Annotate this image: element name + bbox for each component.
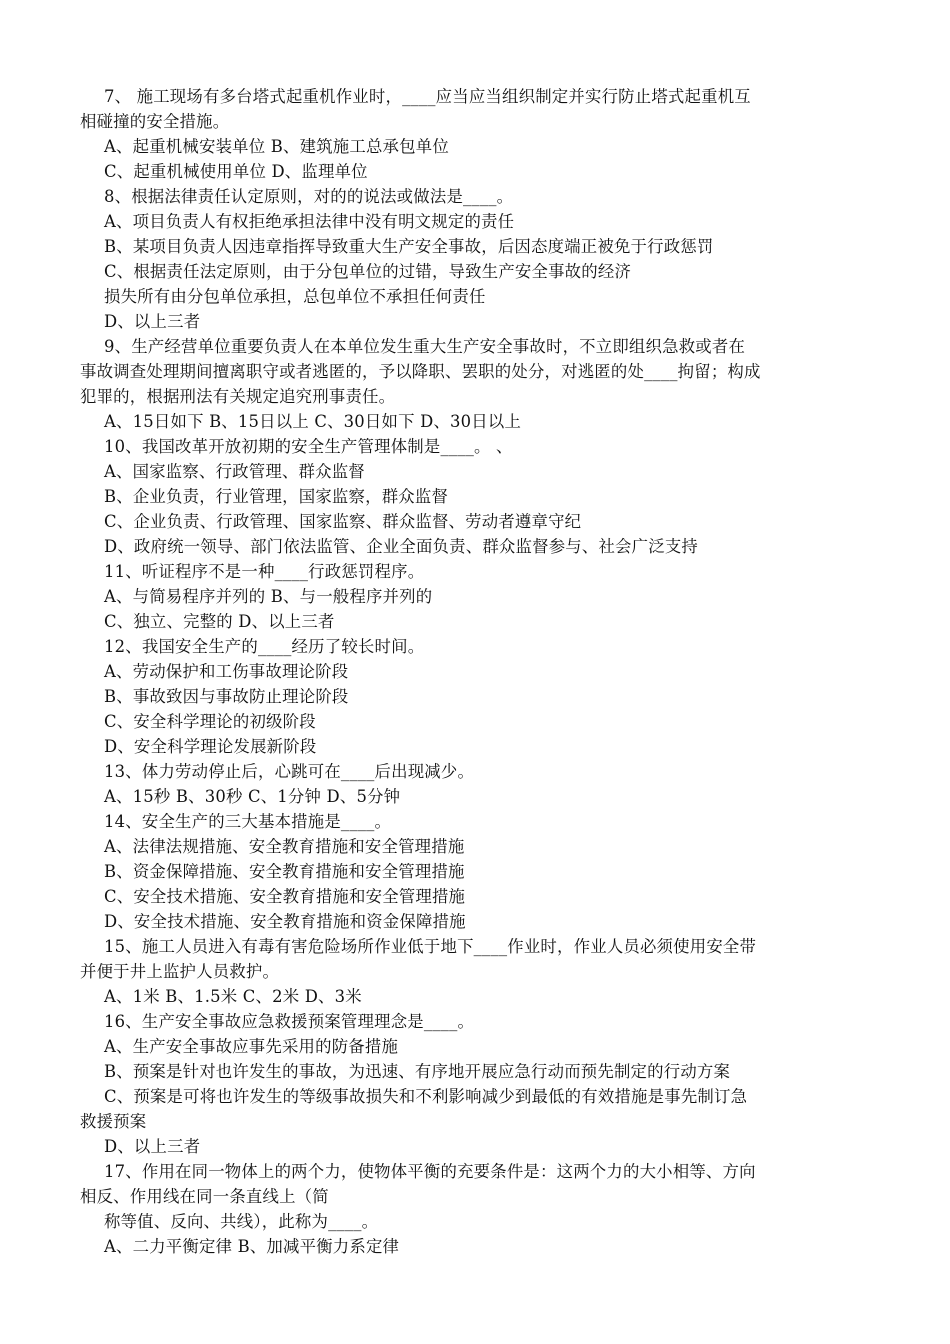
option-line: A、项目负责人有权拒绝承担法律中没有明文规定的责任 — [104, 212, 515, 231]
option-line: D、安全技术措施、安全教育措施和资金保障措施 — [104, 912, 466, 931]
option-line: A、二力平衡定律 B、加减平衡力系定律 — [104, 1237, 400, 1256]
continuation-line: 事故调查处理期间擅离职守或者逃匿的，予以降职、罢职的处分，对逃匿的处____拘留；构成 — [80, 362, 761, 381]
continuation-line: 相反、作用线在同一条直线上（简 — [80, 1187, 329, 1206]
continuation-line: 相碰撞的安全措施。 — [80, 112, 230, 131]
option-line: D、以上三者 — [104, 312, 201, 331]
option-line: A、与简易程序并列的 B、与一般程序并列的 — [104, 587, 433, 606]
question-line: 8、根据法律责任认定原则，对的的说法或做法是____。 — [104, 187, 514, 206]
option-line: C、根据责任法定原则，由于分包单位的过错，导致生产安全事故的经济 — [104, 262, 632, 281]
option-line: B、资金保障措施、安全教育措施和安全管理措施 — [104, 862, 465, 881]
question-line: 7、 施工现场有多台塔式起重机作业时，____应当应当组织制定并实行防止塔式起重机互 — [104, 87, 751, 106]
option-line: C、企业负责、行政管理、国家监察、群众监督、劳动者遵章守纪 — [104, 512, 582, 531]
question-line: 17、作用在同一物体上的两个力，使物体平衡的充要条件是：这两个力的大小相等、方向 — [104, 1162, 756, 1181]
question-line: 16、生产安全事故应急救援预案管理理念是____。 — [104, 1012, 475, 1031]
option-line: B、事故致因与事故防止理论阶段 — [104, 687, 349, 706]
option-line: 损失所有由分包单位承担，总包单位不承担任何责任 — [104, 287, 486, 306]
question-line: 10、我国改革开放初期的安全生产管理体制是____。 、 — [104, 437, 513, 456]
option-line: C、起重机械使用单位 D、监理单位 — [104, 162, 368, 181]
option-line: C、独立、完整的 D、以上三者 — [104, 612, 335, 631]
option-line: A、15日如下 B、15日以上 C、30日如下 D、30日以上 — [104, 412, 522, 431]
question-line: 11、听证程序不是一种____行政惩罚程序。 — [104, 562, 425, 581]
option-line: D、以上三者 — [104, 1137, 201, 1156]
continuation-line: 救援预案 — [80, 1112, 147, 1131]
option-line: D、政府统一领导、部门依法监管、企业全面负责、群众监督参与、社会广泛支持 — [104, 537, 699, 556]
option-line: C、安全科学理论的初级阶段 — [104, 712, 316, 731]
question-line: 13、体力劳动停止后，心跳可在____后出现减少。 — [104, 762, 475, 781]
question-line: 12、我国安全生产的____经历了较长时间。 — [104, 637, 425, 656]
option-line: C、预案是可将也许发生的等级事故损失和不利影响减少到最低的有效措施是事先制订急 — [104, 1087, 748, 1106]
question-line: 14、安全生产的三大基本措施是____。 — [104, 812, 392, 831]
option-line: B、企业负责，行业管理，国家监察，群众监督 — [104, 487, 449, 506]
option-line: A、15秒 B、30秒 C、1分钟 D、5分钟 — [104, 787, 401, 806]
option-line: A、劳动保护和工伤事故理论阶段 — [104, 662, 349, 681]
option-line: B、某项目负责人因违章指挥导致重大生产安全事故，后因态度端正被免于行政惩罚 — [104, 237, 714, 256]
option-line: 称等值、反向、共线），此称为____。 — [104, 1212, 379, 1231]
question-line: 15、施工人员进入有毒有害危险场所作业低于地下____作业时，作业人员必须使用安全带 — [104, 937, 757, 956]
option-line: A、法律法规措施、安全教育措施和安全管理措施 — [104, 837, 465, 856]
continuation-line: 并便于井上监护人员救护。 — [80, 962, 280, 981]
option-line: A、国家监察、行政管理、群众监督 — [104, 462, 365, 481]
option-line: A、起重机械安装单位 B、建筑施工总承包单位 — [104, 137, 449, 156]
option-line: C、安全技术措施、安全教育措施和安全管理措施 — [104, 887, 466, 906]
question-text-block — [80, 84, 880, 1259]
continuation-line: 犯罪的，根据刑法有关规定追究刑事责任。 — [80, 387, 396, 406]
question-line: 9、生产经营单位重要负责人在本单位发生重大生产安全事故时，不立即组织急救或者在 — [104, 337, 746, 356]
option-line: D、安全科学理论发展新阶段 — [104, 737, 317, 756]
option-line: A、生产安全事故应事先采用的防备措施 — [104, 1037, 399, 1056]
option-line: B、预案是针对也许发生的事故，为迅速、有序地开展应急行动而预先制定的行动方案 — [104, 1062, 731, 1081]
option-line: A、1米 B、1.5米 C、2米 D、3米 — [104, 987, 362, 1006]
